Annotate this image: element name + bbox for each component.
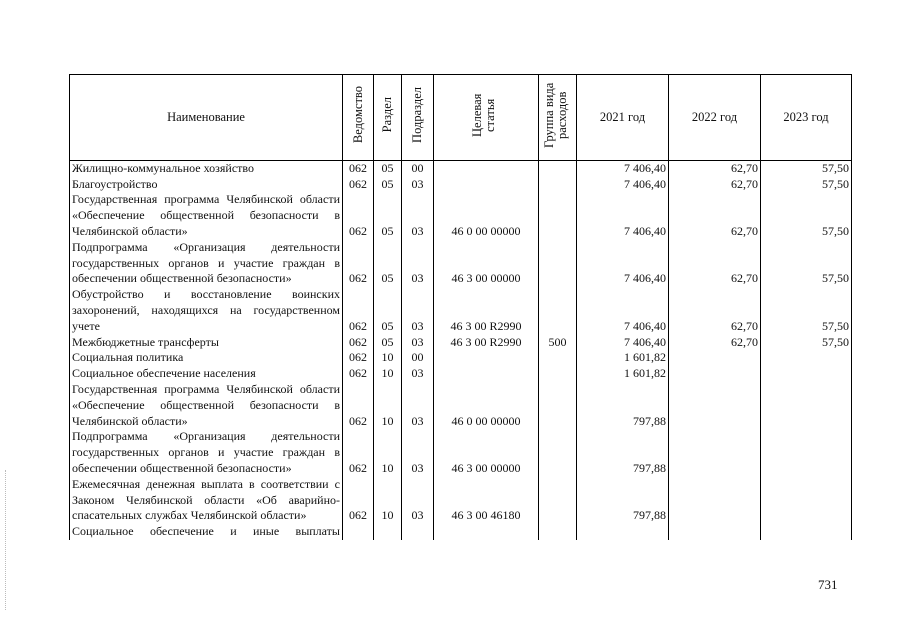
row-department xyxy=(343,524,374,540)
row-value-2022: 62,70 xyxy=(669,177,761,193)
row-section: 05 xyxy=(374,287,402,334)
header-2021: 2021 год xyxy=(577,75,669,161)
row-value-2022: 62,70 xyxy=(669,240,761,287)
row-target-article xyxy=(434,177,539,193)
header-department xyxy=(343,75,374,161)
row-section: 10 xyxy=(374,477,402,524)
table-row xyxy=(70,350,852,366)
row-value-2021: 7 406,40 xyxy=(577,192,669,239)
row-name: Обустройство и восстановление воинских захоронений, находящихся на государственном учете xyxy=(70,287,343,334)
row-value-2023: 57,50 xyxy=(761,177,852,193)
table-row xyxy=(70,160,852,176)
row-department: 062 xyxy=(343,429,374,476)
row-section: 05 xyxy=(374,335,402,351)
table-row xyxy=(70,335,852,351)
row-target-article: 46 3 00 46180 xyxy=(434,477,539,524)
row-value-2023 xyxy=(761,477,852,524)
row-name: Социальная политика xyxy=(70,350,343,366)
row-target-article: 46 0 00 00000 xyxy=(434,192,539,239)
row-subsection: 03 xyxy=(402,177,434,193)
table-row xyxy=(70,524,852,540)
row-section: 05 xyxy=(374,160,402,176)
table-row xyxy=(70,429,852,476)
row-subsection: 03 xyxy=(402,366,434,382)
row-section: 10 xyxy=(374,429,402,476)
scan-margin-dots xyxy=(5,470,7,610)
row-value-2023: 57,50 xyxy=(761,287,852,334)
row-subsection: 03 xyxy=(402,335,434,351)
row-value-2022: 62,70 xyxy=(669,192,761,239)
row-expense-group xyxy=(539,429,577,476)
page-number: 731 xyxy=(818,577,838,592)
table-row xyxy=(70,192,852,239)
row-value-2021 xyxy=(577,524,669,540)
row-department: 062 xyxy=(343,350,374,366)
row-value-2022 xyxy=(669,366,761,382)
row-target-article xyxy=(434,524,539,540)
row-value-2022 xyxy=(669,350,761,366)
row-expense-group xyxy=(539,382,577,429)
row-department: 062 xyxy=(343,160,374,176)
row-department: 062 xyxy=(343,287,374,334)
table-row xyxy=(70,287,852,334)
header-2023: 2023 год xyxy=(761,75,852,161)
row-value-2023 xyxy=(761,382,852,429)
row-target-article xyxy=(434,350,539,366)
table-row xyxy=(70,240,852,287)
row-value-2021: 1 601,82 xyxy=(577,350,669,366)
row-expense-group xyxy=(539,350,577,366)
row-name: Межбюджетные трансферты xyxy=(70,335,343,351)
row-section: 10 xyxy=(374,350,402,366)
row-subsection: 00 xyxy=(402,350,434,366)
row-name: Государственная программа Челябинской области «Обеспечение общественной безопасности в Челябинской области» xyxy=(70,192,343,239)
header-section xyxy=(374,75,402,161)
row-value-2021: 7 406,40 xyxy=(577,177,669,193)
row-value-2021: 7 406,40 xyxy=(577,287,669,334)
row-name: Социальное обеспечение населения xyxy=(70,366,343,382)
row-target-article: 46 3 00 R2990 xyxy=(434,287,539,334)
row-subsection: 00 xyxy=(402,160,434,176)
header-subsection-label: Подраздел xyxy=(410,87,424,143)
row-name: Благоустройство xyxy=(70,177,343,193)
header-2022: 2022 год xyxy=(669,75,761,161)
row-value-2021: 7 406,40 xyxy=(577,160,669,176)
row-expense-group xyxy=(539,477,577,524)
table-row xyxy=(70,477,852,524)
row-expense-group xyxy=(539,177,577,193)
row-value-2022: 62,70 xyxy=(669,287,761,334)
row-target-article: 46 0 00 00000 xyxy=(434,382,539,429)
row-section: 05 xyxy=(374,192,402,239)
row-department: 062 xyxy=(343,477,374,524)
row-expense-group xyxy=(539,192,577,239)
row-value-2023 xyxy=(761,350,852,366)
row-value-2021: 797,88 xyxy=(577,382,669,429)
row-name: Жилищно-коммунальное хозяйство xyxy=(70,160,343,176)
row-department: 062 xyxy=(343,240,374,287)
row-subsection xyxy=(402,524,434,540)
row-subsection: 03 xyxy=(402,429,434,476)
row-name: Подпрограмма «Организация деятельности государственных органов и участие граждан в обеспечении общественной безопасности» xyxy=(70,240,343,287)
row-value-2023: 57,50 xyxy=(761,160,852,176)
budget-table xyxy=(69,74,852,540)
row-name: Ежемесячная денежная выплата в соответствии с Законом Челябинской области «Об аварийно-спасательных службах Челябинской области» xyxy=(70,477,343,524)
row-value-2022: 62,70 xyxy=(669,160,761,176)
row-value-2023: 57,50 xyxy=(761,335,852,351)
row-section: 10 xyxy=(374,366,402,382)
row-value-2022 xyxy=(669,477,761,524)
row-value-2023 xyxy=(761,429,852,476)
row-expense-group xyxy=(539,524,577,540)
row-expense-group: 500 xyxy=(539,335,577,351)
row-subsection: 03 xyxy=(402,287,434,334)
row-target-article: 46 3 00 R2990 xyxy=(434,335,539,351)
row-value-2021: 7 406,40 xyxy=(577,335,669,351)
row-name: Социальное обеспечение и иные выплаты xyxy=(70,524,343,540)
row-target-article xyxy=(434,160,539,176)
row-subsection: 03 xyxy=(402,477,434,524)
row-value-2022 xyxy=(669,524,761,540)
row-value-2022 xyxy=(669,382,761,429)
row-department: 062 xyxy=(343,335,374,351)
row-value-2021: 1 601,82 xyxy=(577,366,669,382)
row-department: 062 xyxy=(343,366,374,382)
row-value-2023: 57,50 xyxy=(761,240,852,287)
row-section: 10 xyxy=(374,382,402,429)
row-expense-group xyxy=(539,287,577,334)
header-target-article xyxy=(434,75,539,161)
row-department: 062 xyxy=(343,382,374,429)
row-value-2022: 62,70 xyxy=(669,335,761,351)
header-target-article-label: Целевая статья xyxy=(470,93,497,137)
table-row xyxy=(70,366,852,382)
row-value-2021: 797,88 xyxy=(577,429,669,476)
row-target-article: 46 3 00 00000 xyxy=(434,429,539,476)
row-name: Государственная программа Челябинской области «Обеспечение общественной безопасности в Челябинской области» xyxy=(70,382,343,429)
row-department: 062 xyxy=(343,177,374,193)
row-value-2022 xyxy=(669,429,761,476)
row-target-article: 46 3 00 00000 xyxy=(434,240,539,287)
header-department-label: Ведомство xyxy=(350,86,365,144)
row-name: Подпрограмма «Организация деятельности государственных органов и участие граждан в обеспечении общественной безопасности» xyxy=(70,429,343,476)
header-row xyxy=(70,75,852,161)
header-subsection xyxy=(402,75,434,161)
header-section-label: Раздел xyxy=(380,97,394,133)
row-value-2021: 7 406,40 xyxy=(577,240,669,287)
row-section xyxy=(374,524,402,540)
header-expense-group xyxy=(539,75,577,161)
row-subsection: 03 xyxy=(402,240,434,287)
row-expense-group xyxy=(539,240,577,287)
header-name: Наименование xyxy=(70,75,343,161)
table-body xyxy=(70,160,852,540)
row-value-2023: 57,50 xyxy=(761,192,852,239)
row-target-article xyxy=(434,366,539,382)
row-section: 05 xyxy=(374,177,402,193)
row-subsection: 03 xyxy=(402,382,434,429)
row-section: 05 xyxy=(374,240,402,287)
row-department: 062 xyxy=(343,192,374,239)
row-subsection: 03 xyxy=(402,192,434,239)
table-row xyxy=(70,382,852,429)
row-expense-group xyxy=(539,160,577,176)
header-expense-group-label: Группа вида расходов xyxy=(541,82,569,148)
table-row xyxy=(70,177,852,193)
row-value-2021: 797,88 xyxy=(577,477,669,524)
row-value-2023 xyxy=(761,524,852,540)
row-value-2023 xyxy=(761,366,852,382)
row-expense-group xyxy=(539,366,577,382)
